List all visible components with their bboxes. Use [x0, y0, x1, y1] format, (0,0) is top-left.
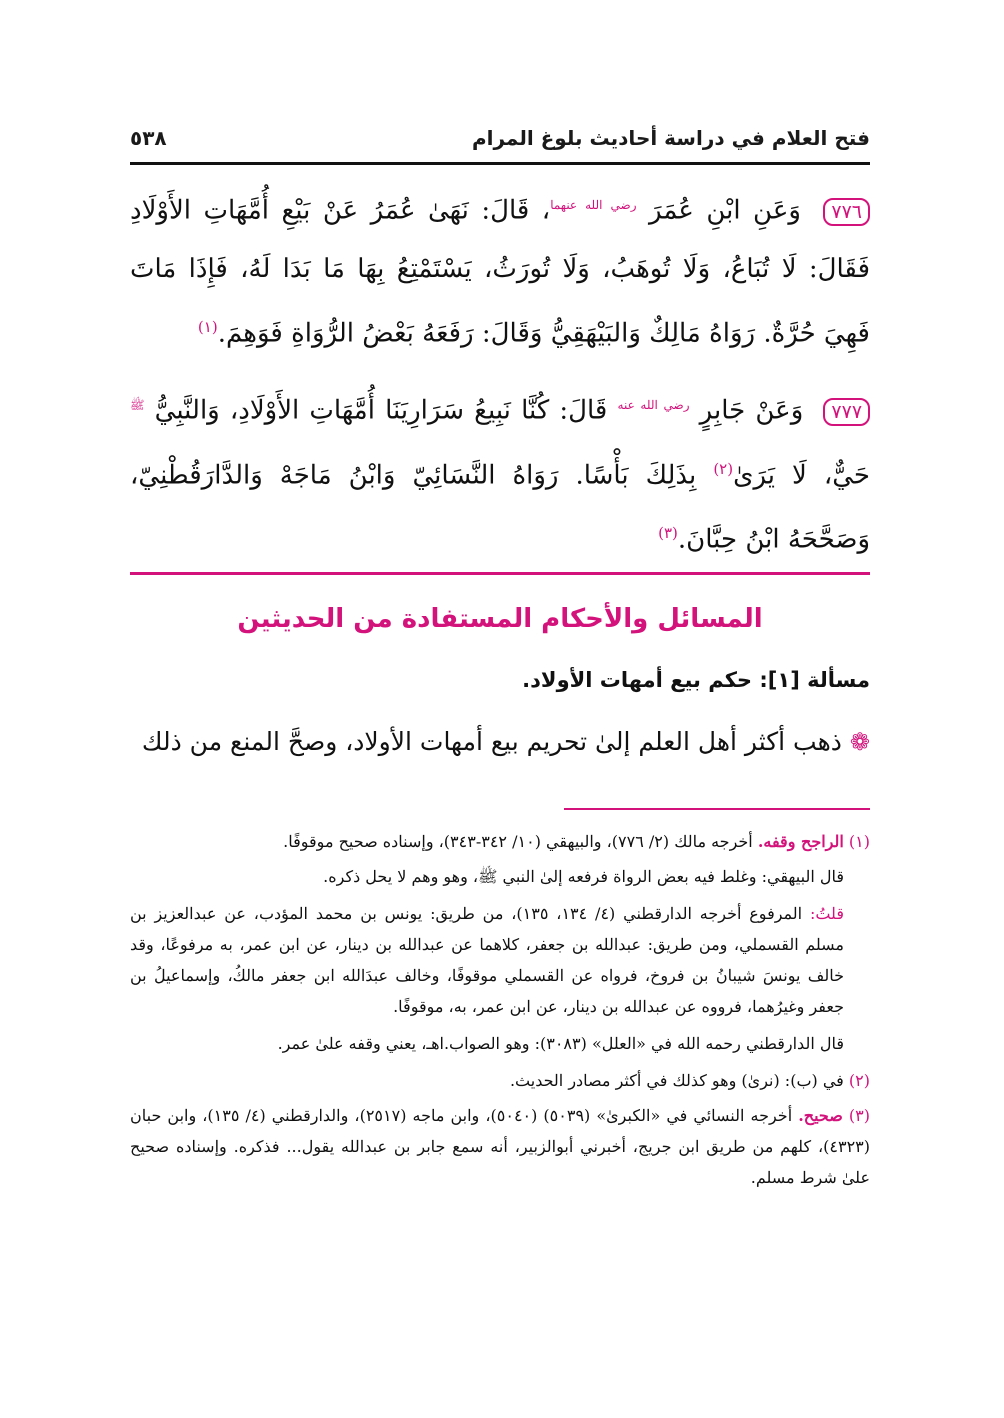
- footnote-number: (١): [848, 832, 870, 851]
- hadith-number-badge: ٧٧٧: [823, 398, 870, 426]
- footnote-number: (٢): [848, 1071, 870, 1090]
- hadith-text: ، قَالَ: نَهَىٰ عُمَرُ عَنْ بَيْعِ أُمَّهَاتِ الأَوْلَادِ فَقَالَ: لَا تُبَاعُ، وَلَا تُوهَبُ، وَلَا تُورَثُ، يَسْتَمْتِعُ بِهَا مَا بَدَا لَهُ، فَإِذَا مَاتَ فَهِيَ حُرَّةٌ. رَوَاهُ مَالِكٌ وَالبَيْهَقِيُّ وَقَالَ: رَفَعَهُ بَعْضُ الرُّوَاةِ فَوَهِمَ.: [130, 195, 870, 349]
- page-number: ٥٣٨: [130, 126, 167, 150]
- footnote-3: [130, 1100, 870, 1193]
- book-title: فتح العلام في دراسة أحاديث بلوغ المرام: [471, 126, 870, 150]
- issue-title: حكم بيع أمهات الأولاد.: [522, 668, 753, 692]
- issue-body: ذهب أكثر أهل العلم إلىٰ تحريم بيع أمهات الأولاد، وصحَّ المنع من ذلك: [141, 727, 842, 756]
- footnote-verdict: الراجح وقفه.: [757, 832, 844, 851]
- footnote-1-line2: قال البيهقي: وغلط فيه بعض الرواة فرفعه إلىٰ النبي ﷺ، وهو وهم لا يحل ذكره.: [323, 867, 844, 886]
- footnote-ref[interactable]: (١): [197, 317, 218, 336]
- hadith-text: وَعَنِ ابْنِ عُمَرَ: [648, 195, 801, 226]
- footnote-ref[interactable]: (٢): [713, 459, 734, 478]
- section-title: المسائل والأحكام المستفادة من الحديثين: [237, 604, 763, 634]
- honorific-glyph: رضي الله عنه: [617, 398, 690, 412]
- footnote-1-note: [130, 898, 870, 1022]
- footnote-2: [130, 1065, 870, 1096]
- hadith-text: وَعَنْ جَابِرٍ: [699, 395, 804, 426]
- footnote-1-line3: قال الدارقطني رحمه الله في «العلل» (٣٠٨٣): وهو الصواب.اهـ، يعني وقفه علىٰ عمر.: [277, 1034, 844, 1053]
- footnote-text: أخرجه النسائي في «الكبرىٰ» (٥٠٣٩) (٥٠٤٠)، وابن ماجه (٢٥١٧)، والدارقطني (٤/ ١٣٥)، وابن حبان (٤٣٢٣)، كلهم من طريق ابن جريج، أخبرني أبوالزبير، أنه سمع جابر بن عبدالله يقول... فذكره. وإسناده صحيح علىٰ شرط مسلم.: [130, 1106, 870, 1187]
- hadith-777: [130, 376, 870, 569]
- footnote-text: في (ب): (نرىٰ) وهو كذلك في أكثر مصادر الحديث.: [509, 1071, 849, 1090]
- honorific-glyph: رضي الله عنهما: [550, 198, 637, 212]
- footnote-text: أخرجه مالك (٢/ ٧٧٦)، والبيهقي (١٠/ ٣٤٢-٣٤٣)، وإسناده صحيح موقوفًا.: [283, 832, 758, 851]
- page-header: [130, 118, 870, 158]
- hadith-text: حَيٌّ، لَا يَرَىٰ: [733, 460, 870, 491]
- footnote-ref[interactable]: (٣): [658, 524, 678, 543]
- header-divider: [130, 162, 870, 165]
- qultu-label: قلتُ:: [809, 904, 844, 923]
- hadith-text: قَالَ: كُنَّا نَبِيعُ سَرَارِيَنَا أُمَّهَاتِ الأَوْلَادِ، وَالنَّبِيُّ: [154, 395, 618, 426]
- hadith-776: [130, 176, 870, 362]
- footnotes: [130, 826, 870, 1197]
- salawat-glyph: ﷺ: [130, 398, 145, 412]
- issue-label: مسألة [١]:: [759, 668, 870, 692]
- footnote-divider: [564, 808, 870, 810]
- footnote-verdict: صحيح.: [798, 1106, 843, 1125]
- issue-heading: [130, 668, 870, 692]
- issue-paragraph: [130, 722, 870, 762]
- hadith-number-badge: ٧٧٦: [823, 198, 870, 226]
- section-divider: [130, 572, 870, 575]
- hadith-text: بِذَلِكَ بَأْسًا. رَوَاهُ النَّسَائِيّ وَابْنُ مَاجَهْ وَالدَّارَقُطْنِيّ، وَصَحَّحَهُ ابْنُ حِبَّانَ.: [130, 460, 870, 555]
- footnote-1: [130, 826, 870, 857]
- flower-ornament-icon: ❁: [849, 728, 870, 756]
- footnote-text: المرفوع أخرجه الدارقطني (٤/ ١٣٤، ١٣٥)، من طريق: يونس بن محمد المؤدب، عن عبدالعزيز بن مسلم القسملي، ومن طريق: عبدالله بن جعفر، كلاهما عن عبدالله بن دينار، عن ابن عمر، به مرفوعًا، وقد خالف يونسَ شيبانُ بن فروخ، فرواه عن القسملي موقوفًا، وخالف عبدَالله ابن جعفر مالكُ، وإسماعيلُ بن جعفر وغيرُهما، فرووه عن عبدالله بن دينار، عن ابن عمر، به، موقوفًا.: [130, 904, 844, 1016]
- footnote-number: (٣): [848, 1106, 870, 1125]
